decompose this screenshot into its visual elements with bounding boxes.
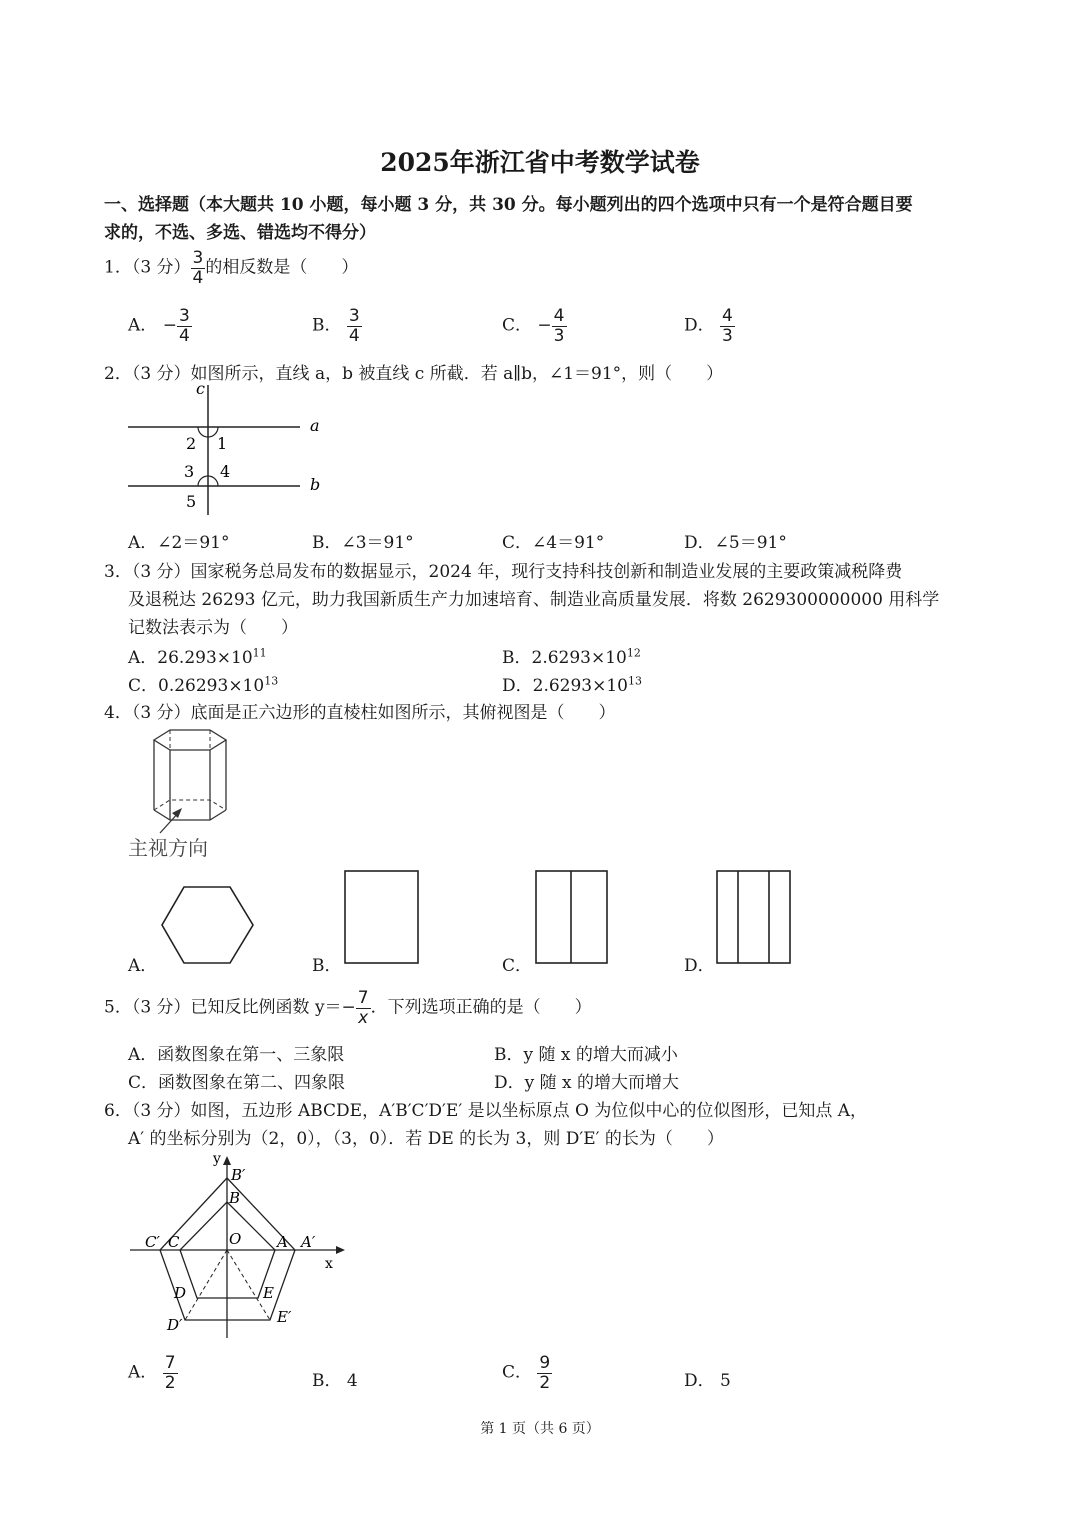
label-x: x — [325, 1256, 333, 1272]
question-6-line1: 6．（3 分）如图，五边形 ABCDE，A′B′C′D′E′ 是以坐标原点 O 为位似中心的位似图形，已知点 A， — [104, 1101, 868, 1121]
q4-option-b-label[interactable]: B． — [312, 956, 342, 976]
label-D-prime: D′ — [167, 1316, 183, 1334]
q2-option-b[interactable]: B．∠3＝91° — [312, 533, 414, 553]
q5-option-a[interactable]: A．函数图象在第一、三象限 — [128, 1045, 345, 1065]
q4-option-c-rectangle-one-line[interactable] — [535, 870, 609, 965]
question-4-stem: 4．（3 分）底面是正六边形的直棱柱如图所示，其俯视图是（ ） — [104, 703, 616, 723]
q5-prefix: 5．（3 分）已知反比例函数 y＝− — [104, 997, 356, 1018]
question-3-line3: 记数法表示为（ ） — [128, 618, 298, 638]
q6-option-a[interactable]: A． $\frac{7}{2}$ — [128, 1353, 176, 1393]
q2-option-d[interactable]: D．∠5＝91° — [684, 533, 787, 553]
q4-option-a-hexagon[interactable] — [160, 885, 255, 967]
q4-option-a-label[interactable]: A． — [128, 956, 158, 976]
label-B-prime: B′ — [231, 1166, 246, 1184]
prism-bottom-visible — [154, 810, 226, 820]
q6-pentagon-figure — [125, 1150, 350, 1340]
q1-option-d[interactable]: D． $\frac{4}{3}$ — [684, 306, 733, 346]
prism-bottom-hidden — [154, 800, 226, 810]
q1-prefix: 1．（3 分） — [104, 257, 191, 278]
q3-option-d[interactable]: D．$2.6293\times 10^{13}$ — [502, 674, 642, 696]
q4-option-d-label[interactable]: D． — [684, 956, 715, 976]
question-3-line2: 及退税达 26293 亿元，助力我国新质生产力加速培育、制造业高质量发展．将数 2629300000000 用科学 — [128, 590, 940, 610]
page-footer: 第 1 页（共 6 页） — [480, 1421, 600, 1437]
q4-figure-caption: 主视方向 — [128, 836, 208, 860]
x-axis-arrow — [336, 1246, 345, 1254]
question-6-line2: A′ 的坐标分别为（2，0），（3，0）．若 DE 的长为 3，则 D′E′ 的长为（ ） — [128, 1129, 724, 1149]
section-heading-line1: 一、选择题（本大题共 10 小题，每小题 3 分，共 30 分。每小题列出的四个选项中只有一个是符合题目要 — [104, 195, 913, 215]
q3-option-a[interactable]: A．$26.293\times 10^{11}$ — [128, 646, 267, 668]
q2-option-a[interactable]: A．∠2＝91° — [128, 533, 230, 553]
question-2-stem: 2．（3 分）如图所示，直线 a，b 被直线 c 所截．若 a∥b，∠1＝91°，则（ ） — [104, 364, 724, 384]
label-c: c — [196, 379, 205, 398]
question-3-line1: 3．（3 分）国家税务总局发布的数据显示，2024 年，现行支持科技创新和制造业发展的主要政策减税降费 — [104, 562, 903, 582]
label-2: 2 — [186, 434, 197, 453]
page-title: 2025年浙江省中考数学试卷 — [380, 148, 700, 177]
label-A-prime: A′ — [301, 1233, 316, 1251]
question-1-stem — [104, 249, 358, 287]
label-B: B — [229, 1189, 241, 1207]
q1-suffix: 的相反数是（ ） — [205, 257, 359, 278]
label-D: D — [174, 1284, 187, 1302]
q4-option-b-rectangle[interactable] — [344, 870, 420, 965]
label-1: 1 — [217, 434, 228, 453]
label-b: b — [310, 475, 321, 494]
label-3: 3 — [184, 462, 195, 481]
label-A: A — [277, 1233, 288, 1251]
q1-option-c[interactable]: C． − $\frac{4}{3}$ — [502, 306, 565, 346]
q5-fraction: $\frac{7}{x}$ — [357, 988, 369, 1028]
q1-option-a[interactable]: A． − $\frac{3}{4}$ — [128, 306, 190, 346]
q6-option-c[interactable]: C． $\frac{9}{2}$ — [502, 1353, 551, 1393]
label-C: C — [168, 1233, 180, 1251]
label-4: 4 — [220, 462, 231, 481]
q2-parallel-lines-figure — [120, 380, 340, 520]
q5-suffix: ．下列选项正确的是（ ） — [370, 997, 592, 1018]
label-E: E — [263, 1284, 274, 1302]
label-y: y — [213, 1151, 221, 1167]
q3-option-b[interactable]: B．$2.6293\times 10^{12}$ — [502, 646, 641, 668]
prism-top-face — [154, 730, 226, 750]
label-E-prime: E′ — [277, 1308, 292, 1326]
q4-hexagonal-prism-figure — [130, 725, 250, 835]
label-5: 5 — [186, 492, 197, 511]
q4-option-c-label[interactable]: C． — [502, 956, 533, 976]
section-heading-line2: 求的，不选、多选、错选均不得分） — [104, 223, 376, 243]
q6-option-b[interactable]: B． 4 — [312, 1371, 358, 1391]
q5-option-b[interactable]: B．y 随 x 的增大而减小 — [494, 1045, 678, 1065]
label-O: O — [229, 1230, 242, 1248]
q3-option-c[interactable]: C．$0.26293\times 10^{13}$ — [128, 674, 279, 696]
q4-option-d-rectangle-two-lines[interactable] — [716, 870, 792, 965]
question-5-stem — [104, 989, 592, 1027]
ray-OD — [185, 1250, 227, 1320]
q5-option-d[interactable]: D．y 随 x 的增大而增大 — [494, 1073, 680, 1093]
label-a: a — [310, 416, 320, 435]
label-C-prime: C′ — [145, 1233, 160, 1251]
q2-option-c[interactable]: C．∠4＝91° — [502, 533, 605, 553]
q6-option-d[interactable]: D． 5 — [684, 1371, 731, 1391]
q1-fraction: $\frac{3}{4}$ — [192, 248, 204, 288]
y-axis-arrow — [223, 1156, 231, 1165]
q5-option-c[interactable]: C．函数图象在第二、四象限 — [128, 1073, 346, 1093]
q1-option-b[interactable]: B． $\frac{3}{4}$ — [312, 306, 360, 346]
view-direction-arrowhead — [172, 808, 182, 818]
